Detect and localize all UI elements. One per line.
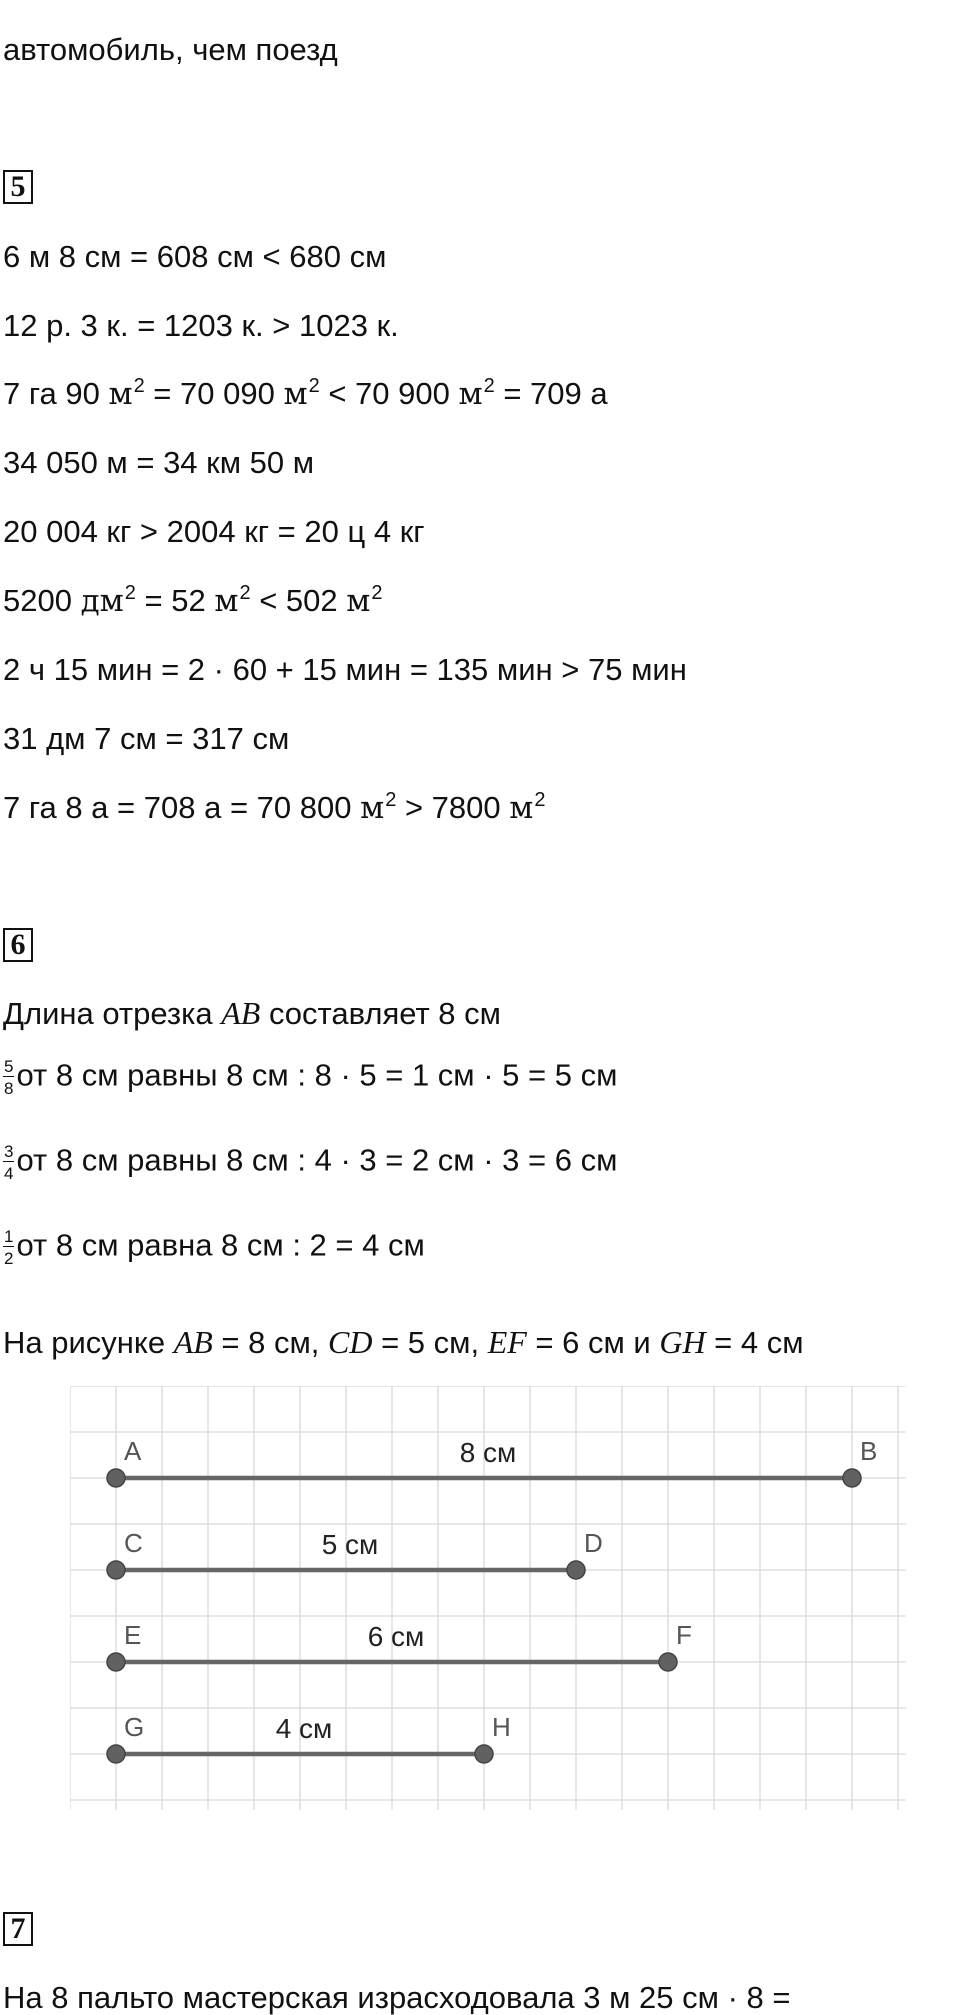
fraction: [3, 1058, 14, 1097]
point-label-A: A: [124, 1436, 142, 1466]
unit: м: [360, 790, 385, 826]
exponent: 2: [371, 582, 383, 604]
exponent: 2: [239, 582, 251, 604]
text-part: < 502: [250, 583, 347, 618]
segments-figure: [70, 1386, 906, 1810]
task6-summary: [3, 1326, 804, 1358]
task5-line-4: 34 050 м = 34 км 50 м: [3, 445, 315, 480]
task-5-number: 5: [3, 170, 33, 204]
fraction-text: от 8 см равна 8 см : 2 = 4 см: [16, 1227, 425, 1263]
segment-length-label: 4 см: [275, 1713, 333, 1744]
point-F: [659, 1653, 677, 1671]
unit: м: [509, 790, 534, 826]
unit: дм: [80, 583, 124, 619]
numerator: 5: [4, 1057, 14, 1076]
point-label-H: H: [492, 1712, 511, 1742]
task6-fraction-line-1: [3, 1058, 617, 1097]
task5-line-9: [3, 789, 546, 826]
numerator: 1: [4, 1227, 14, 1246]
task5-line-8: 31 дм 7 см = 317 см: [3, 721, 290, 756]
point-B: [843, 1469, 861, 1487]
segment-length-label: 5 см: [321, 1529, 379, 1560]
text-part: Длина отрезка: [3, 996, 222, 1031]
task5-line-7: 2 ч 15 мин = 2 · 60 + 15 мин = 135 мин > 75 мин: [3, 652, 687, 687]
text-part: составляет 8 см: [260, 996, 501, 1031]
unit: м: [283, 376, 308, 412]
unit: м: [214, 583, 239, 619]
fraction: [3, 1228, 14, 1267]
task6-fraction-line-3: [3, 1228, 425, 1267]
unit: м: [458, 376, 483, 412]
point-label-D: D: [584, 1528, 603, 1558]
point-A: [107, 1469, 125, 1487]
text-part: = 8 см,: [212, 1325, 329, 1360]
task5-line-5: 20 004 кг > 2004 кг = 20 ц 4 кг: [3, 514, 425, 549]
text-part: < 70 900: [319, 376, 459, 411]
text-part: 7 га 90: [3, 376, 109, 411]
segment-name: GH: [659, 1324, 706, 1360]
segment-name: AB: [173, 1324, 213, 1360]
point-H: [475, 1745, 493, 1763]
segment-name: AB: [221, 995, 261, 1031]
fraction-text: от 8 см равны 8 см : 8 · 5 = 1 см · 5 = 5 см: [16, 1057, 618, 1093]
point-label-F: F: [676, 1620, 692, 1650]
denominator: 8: [4, 1079, 14, 1098]
exponent: 2: [308, 375, 320, 397]
intro-line: автомобиль, чем поезд: [3, 32, 338, 67]
segment-name: CD: [328, 1324, 373, 1360]
task5-line-2: 12 р. 3 к. = 1203 к. > 1023 к.: [3, 308, 399, 343]
text-part: = 70 090: [144, 376, 284, 411]
task6-intro: [3, 997, 501, 1029]
task5-line-3: [3, 375, 608, 412]
unit: м: [108, 376, 133, 412]
task-6-number: 6: [3, 928, 33, 962]
task5-line-1: 6 м 8 см = 608 см < 680 см: [3, 239, 387, 274]
fraction: [3, 1143, 14, 1182]
task6-fraction-line-2: [3, 1143, 617, 1182]
text-part: 5200: [3, 583, 81, 618]
point-E: [107, 1653, 125, 1671]
text-part: = 5 см,: [372, 1325, 488, 1360]
text-part: = 6 см и: [526, 1325, 660, 1360]
unit: м: [346, 583, 371, 619]
text-part: На рисунке: [3, 1325, 174, 1360]
point-label-G: G: [124, 1712, 145, 1742]
task-7-number: 7: [3, 1912, 33, 1946]
text-part: > 7800: [396, 790, 510, 825]
task5-line-6: [3, 582, 383, 619]
point-C: [107, 1561, 125, 1579]
point-label-E: E: [124, 1620, 142, 1650]
denominator: 4: [4, 1164, 14, 1183]
segment-name: EF: [487, 1324, 527, 1360]
exponent: 2: [534, 789, 546, 811]
point-G: [107, 1745, 125, 1763]
text-part: 7 га 8 а = 708 а = 70 800: [3, 790, 361, 825]
fraction-text: от 8 см равны 8 см : 4 · 3 = 2 см · 3 = 6 см: [16, 1142, 618, 1178]
task7-line: На 8 пальто мастерская израсходовала 3 м 25 см · 8 =: [3, 1980, 791, 2015]
point-D: [567, 1561, 585, 1579]
denominator: 2: [4, 1249, 14, 1268]
exponent: 2: [124, 582, 136, 604]
exponent: 2: [483, 375, 495, 397]
segment-length-label: 6 см: [367, 1621, 425, 1652]
text-part: = 52: [135, 583, 215, 618]
point-label-B: B: [860, 1436, 878, 1466]
numerator: 3: [4, 1142, 14, 1161]
exponent: 2: [385, 789, 397, 811]
text-part: = 4 см: [705, 1325, 804, 1360]
text-part: = 709 а: [494, 376, 608, 411]
segment-length-label: 8 см: [459, 1437, 517, 1468]
point-label-C: C: [124, 1528, 143, 1558]
exponent: 2: [133, 375, 145, 397]
